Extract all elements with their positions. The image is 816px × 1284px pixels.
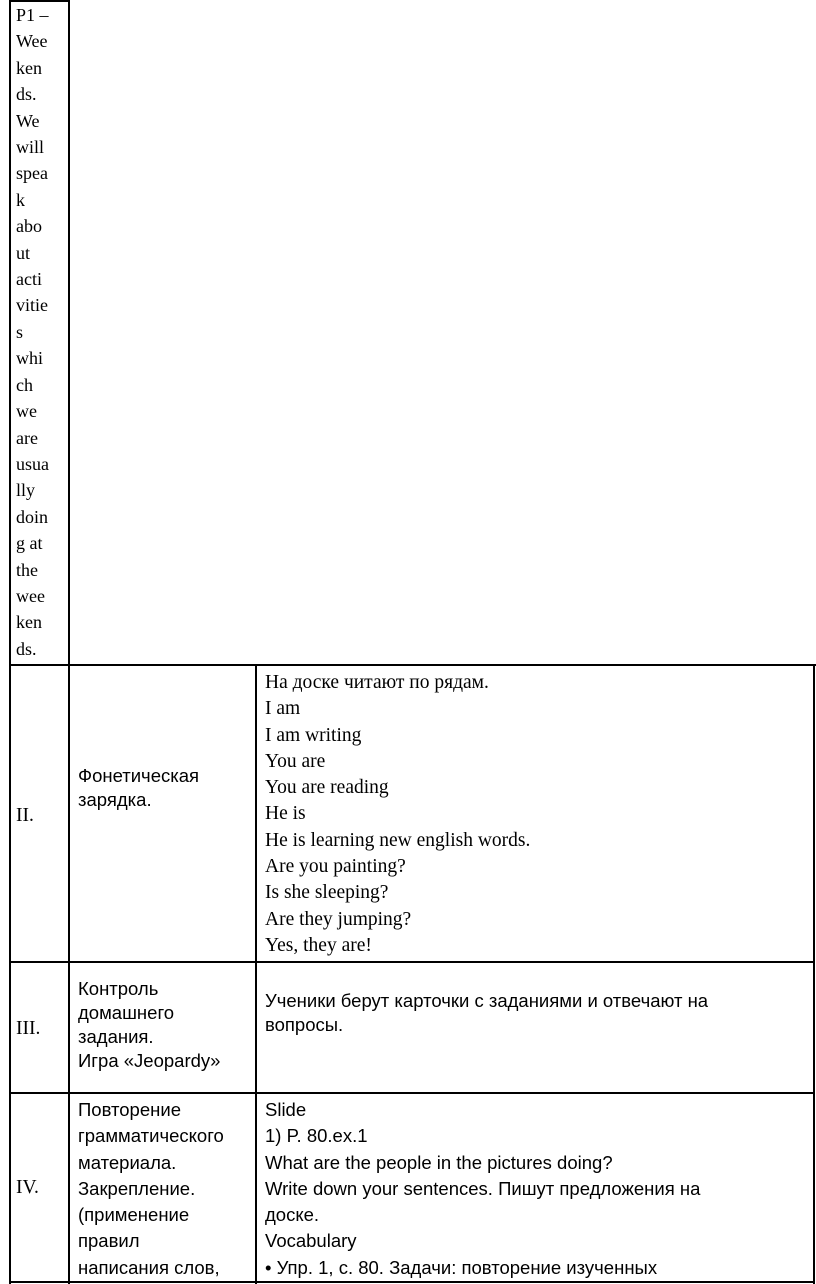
text-line: I am	[265, 698, 301, 720]
text-line: Повторение	[78, 1099, 181, 1120]
text-line: Are they jumping?	[265, 908, 412, 930]
text-line: ds.	[16, 638, 37, 659]
text-line: You are	[265, 750, 326, 772]
table-border-bottom	[9, 1281, 815, 1283]
text-line: You are reading	[265, 777, 389, 799]
text-line: Vocabulary	[265, 1230, 357, 1252]
text-line: • Упр. 1, с. 80. Задачи: повторение изученных	[265, 1256, 658, 1278]
row-iii-number: III.	[16, 1018, 41, 1039]
text-line: ken	[16, 612, 42, 633]
text-line: Slide	[265, 1099, 307, 1120]
text-line: Yes, they are!	[265, 934, 372, 956]
text-line: (применение	[78, 1204, 190, 1226]
text-line: Is she sleeping?	[265, 882, 389, 904]
text-line: зарядка.	[78, 789, 152, 810]
text-line: материала.	[78, 1151, 177, 1173]
text-line: are	[16, 427, 38, 448]
text-line: ds.	[16, 84, 37, 105]
text-line: usua	[16, 453, 49, 474]
text-line: грамматического	[78, 1125, 224, 1147]
text-line: правил	[78, 1230, 140, 1252]
text-line: s	[16, 321, 24, 342]
text-line: На доске читают по рядам.	[265, 672, 489, 693]
text-line: Are you painting?	[265, 856, 406, 878]
row-iv-stage	[78, 1097, 254, 1281]
text-line: ut	[16, 242, 31, 263]
text-line: the	[16, 559, 38, 580]
text-line: k	[16, 189, 25, 210]
text-line: задания.	[78, 1026, 154, 1047]
text-line: What are the people in the pictures doing?	[265, 1151, 613, 1173]
text-line: I am writing	[265, 724, 362, 746]
text-line: 1) P. 80.ex.1	[265, 1125, 368, 1147]
row-ii-content	[265, 670, 810, 959]
text-line: will	[16, 137, 45, 158]
row-iv-content	[265, 1097, 810, 1281]
text-line: He is	[265, 803, 306, 825]
text-line: doin	[16, 506, 49, 527]
row-ii-stage	[78, 764, 254, 812]
cell-p1-text	[16, 2, 68, 662]
text-line: wee	[16, 585, 45, 606]
text-line: Контроль	[78, 978, 159, 999]
text-line: He is learning new english words.	[265, 829, 531, 851]
text-line: написания слов,	[78, 1256, 220, 1278]
row-divider-p1	[9, 664, 816, 666]
text-line: P1 –	[16, 5, 49, 25]
row-ii-number: II.	[16, 805, 34, 826]
text-line: spea	[16, 163, 48, 184]
text-line: We	[16, 110, 40, 131]
text-line: доске.	[265, 1204, 320, 1226]
text-line: lly	[16, 480, 36, 501]
row-divider-ii	[9, 961, 815, 963]
text-line: вопросы.	[265, 1014, 344, 1035]
text-line: Write down your sentences. Пишут предложения на	[265, 1177, 701, 1199]
text-line: Фонетическая	[78, 765, 200, 786]
text-line: ken	[16, 57, 42, 78]
text-line: abo	[16, 216, 42, 237]
column-divider-2	[255, 664, 257, 1284]
text-line: we	[16, 401, 37, 422]
text-line: Ученики берут карточки с заданиями и отвечают на	[265, 990, 709, 1011]
row-iii-content	[265, 989, 810, 1037]
table-border-right	[813, 664, 815, 1284]
text-line: Закрепление.	[78, 1177, 196, 1199]
text-line: Wee	[16, 31, 48, 52]
text-line: whi	[16, 348, 43, 369]
row-iv-number: IV.	[16, 1177, 39, 1198]
text-line: acti	[16, 269, 42, 290]
text-line: ch	[16, 374, 33, 395]
text-line: g at	[16, 533, 43, 554]
row-iii-stage	[78, 977, 254, 1073]
text-line: vitie	[16, 295, 48, 316]
text-line: Игра «Jeopardy»	[78, 1050, 221, 1071]
row-divider-iii	[9, 1092, 815, 1094]
text-line: домашнего	[78, 1002, 175, 1023]
